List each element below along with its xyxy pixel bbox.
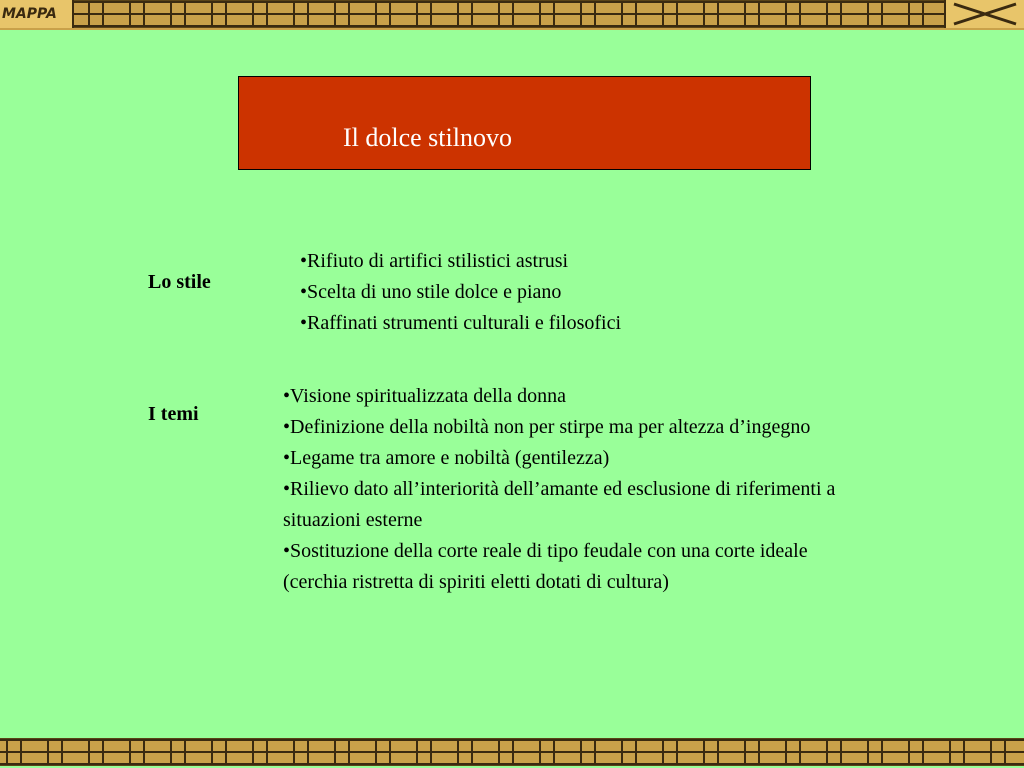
list-item: • Raffinati strumenti culturali e filosofici	[300, 308, 760, 339]
greek-key-border-top	[0, 0, 1024, 28]
title-box	[238, 76, 811, 170]
section-label-lo-stile: Lo stile	[148, 271, 211, 293]
border-top-fill	[0, 28, 1024, 30]
list-item: • Sostituzione della corte reale di tipo feudale con una corte ideale (cerchia ristretta di spiriti eletti dotati di cultura)	[283, 536, 843, 598]
list-item: • Scelta di uno stile dolce e piano	[300, 277, 760, 308]
list-item: • Rifiuto di artifici stilistici astrusi	[300, 246, 760, 277]
section-label-i-temi: I temi	[148, 403, 199, 425]
mappa-button[interactable]: MAPPA	[0, 0, 74, 28]
greek-key-border-bottom	[0, 738, 1024, 766]
close-x-icon	[946, 0, 1024, 28]
i-temi-list	[283, 381, 843, 598]
lo-stile-list	[300, 246, 760, 339]
slide-title: Il dolce stilnovo	[343, 123, 512, 152]
close-button[interactable]	[944, 0, 1024, 28]
list-item: • Legame tra amore e nobiltà (gentilezza)	[283, 443, 843, 474]
list-item: • Visione spiritualizzata della donna	[283, 381, 843, 412]
list-item: • Definizione della nobiltà non per stirpe ma per altezza d’ingegno	[283, 412, 843, 443]
list-item: • Rilievo dato all’interiorità dell’amante ed esclusione di riferimenti a situazioni esterne	[283, 474, 843, 536]
